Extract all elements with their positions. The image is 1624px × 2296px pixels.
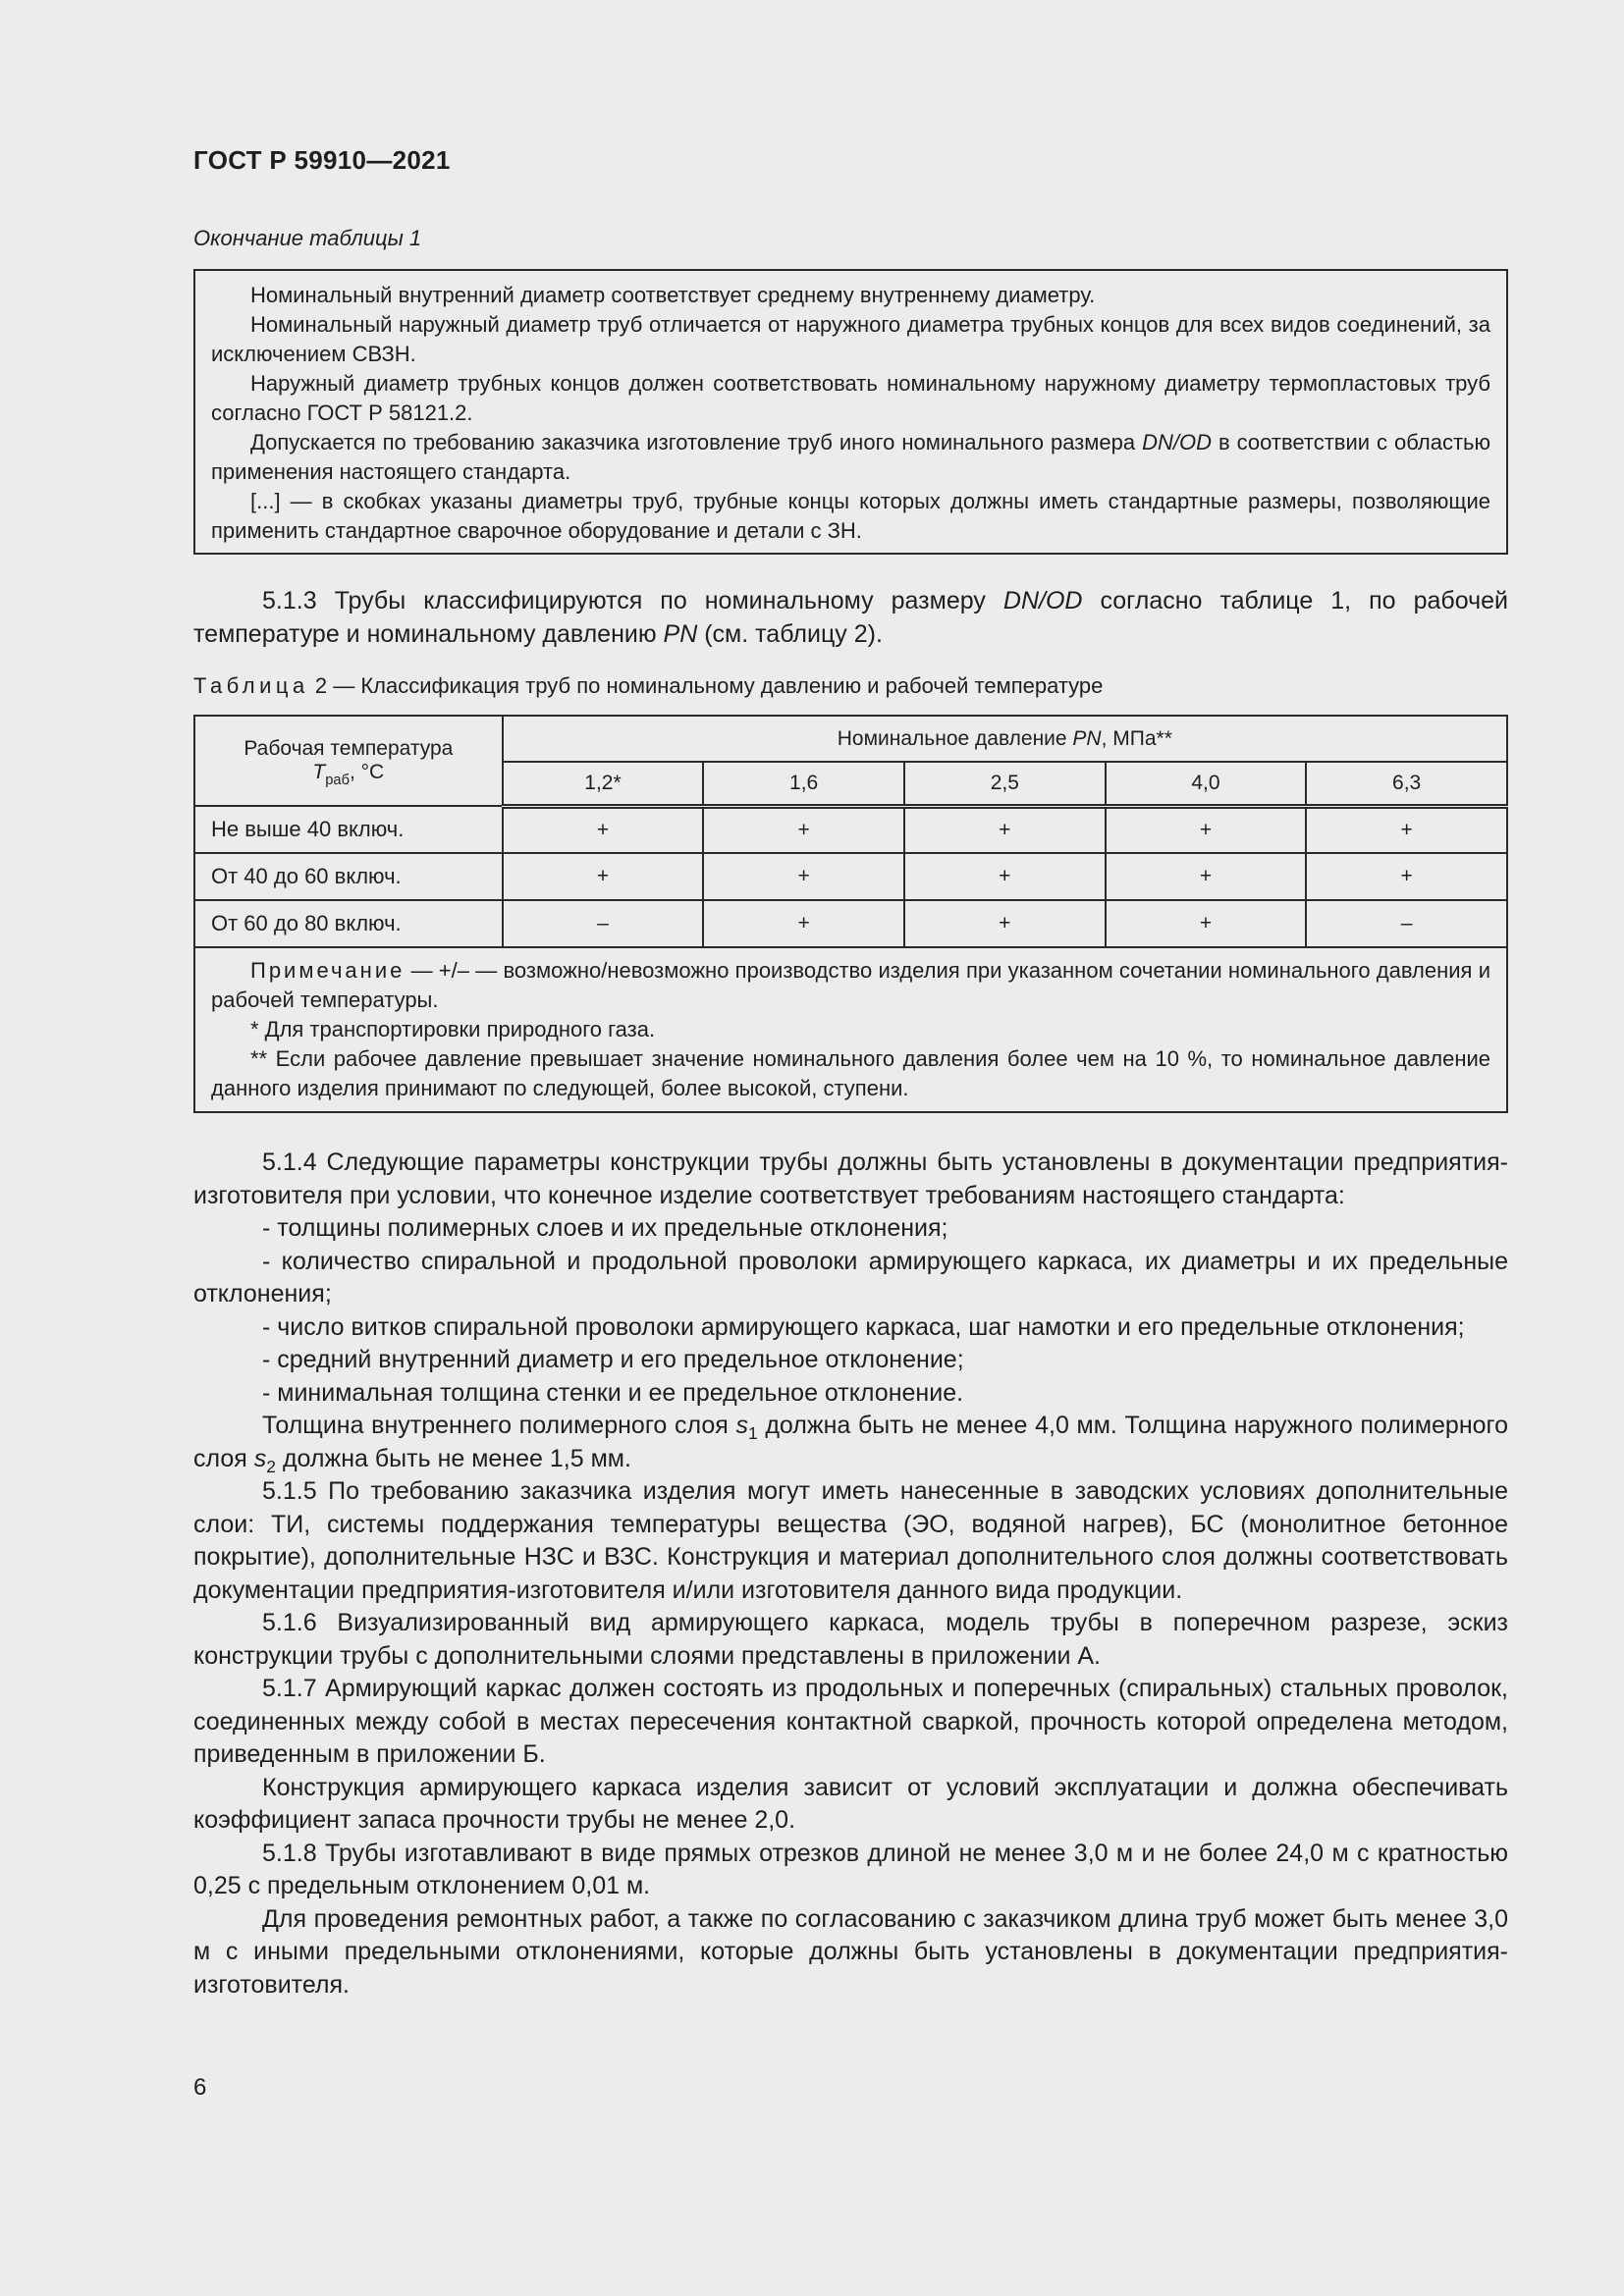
pressure-value: 1,2* — [503, 762, 704, 806]
paragraph-5-1-7: 5.1.7 Армирующий каркас должен состоять из продольных и поперечных (спиральных) стальных проволок, соединенных между собой в местах пересечения контактной сваркой, прочность которой определена методом, приведенным в приложении Б. — [193, 1675, 1508, 1768]
table-row: От 60 до 80 включ. – + + + – — [194, 900, 1507, 947]
note-line: Номинальный внутренний диаметр соответствует среднему внутреннему диаметру. — [250, 283, 1096, 307]
main-body-text — [193, 1147, 1508, 2002]
paragraph-5-1-8: 5.1.8 Трубы изготавливают в виде прямых отрезков длиной не менее 3,0 м и не более 24,0 м с кратностью 0,25 с предельным отклонением 0,01 м. — [193, 1839, 1508, 1899]
paragraph-5-1-3: 5.1.3 Трубы классифицируются по номинальному размеру DN/OD согласно таблице 1, по рабочей температуре и номинальному давлению PN (см. таблицу 2). — [193, 587, 1508, 648]
table2-caption: Таблица 2 — Классификация труб по номинальному давлению и рабочей температуре — [193, 673, 1104, 698]
pressure-value: 4,0 — [1106, 762, 1307, 806]
list-item: - толщины полимерных слоев и их предельные отклонения; — [262, 1214, 948, 1242]
thickness-paragraph: Толщина внутреннего полимерного слоя $s_1$ должна быть не менее 4,0 мм. Толщина наружного полимерного слоя $s_2$ должна быть не менее 1,5 мм. — [193, 1412, 1509, 1476]
paragraph-5-1-4: 5.1.4 Следующие параметры конструкции трубы должны быть установлены в документации предприятия-изготовителя при условии, что конечное изделие соответствует требованиям настоящего стандарта: — [193, 1148, 1508, 1209]
temperature-header: Рабочая температура $T_{раб}$, °С — [194, 716, 503, 806]
list-item: - число витков спиральной проволоки армирующего каркаса, шаг намотки и его предельные отклонения; — [262, 1312, 1465, 1341]
document-code-header: ГОСТ Р 59910—2021 — [193, 145, 451, 175]
pressure-value: 1,6 — [703, 762, 904, 806]
paragraph-5-1-6: 5.1.6 Визуализированный вид армирующего каркаса, модель трубы в поперечном разрезе, эскиз конструкции трубы с дополнительными слоями представлены в приложении А. — [193, 1609, 1508, 1670]
list-item: - средний внутренний диаметр и его предельное отклонение; — [262, 1346, 964, 1373]
pressure-value: 2,5 — [904, 762, 1106, 806]
table1-notes-box — [193, 269, 1508, 555]
table-row: Не выше 40 включ. + + + + + — [194, 806, 1507, 853]
note-line: [...] — в скобках указаны диаметры труб, трубные концы которых должны иметь стандартные размеры, позволяющие применить стандартное сварочное оборудование и детали с ЗН. — [211, 489, 1490, 543]
pressure-temperature-table — [193, 715, 1508, 1113]
note-line: Номинальный наружный диаметр труб отличается от наружного диаметра трубных концов для всех видов соединений, за исключением СВЗН. — [211, 312, 1490, 366]
paragraph-5-1-7-b: Конструкция армирующего каркаса изделия зависит от условий эксплуатации и должна обеспечивать коэффициент запаса прочности трубы не менее 2,0. — [193, 1773, 1508, 1834]
pressure-value: 6,3 — [1306, 762, 1507, 806]
note-line: Наружный диаметр трубных концов должен соответствовать номинальному наружному диаметру термопластовых труб согласно ГОСТ Р 58121.2. — [211, 371, 1490, 425]
pressure-header: Номинальное давление PN, МПа** — [503, 716, 1507, 762]
paragraph-5-1-5: 5.1.5 По требованию заказчика изделия могут иметь нанесенные в заводских условиях дополнительные слои: ТИ, системы поддержания температуры вещества (ЭО, водяной нагрев), БС (монолитное бетонное покрытие), дополнительные НЗС и ВЗС. Конструкция и материал дополнительного слоя должны соответствовать документации предприятия-изготовителя и/или изготовителя данного вида продукции. — [193, 1477, 1508, 1604]
table-row: От 40 до 60 включ. + + + + + — [194, 853, 1507, 900]
table-continuation-caption: Окончание таблицы 1 — [193, 226, 422, 250]
table2-note: Примечание — +/– — возможно/невозможно производство изделия при указанном сочетании номинального давления и рабочей температуры. * Для транспортировки природного газа. ** Если рабочее давление превышает значение номинального давления более чем на 10 %, то номинальное давление данного изделия принимают по следующей, более высокой, ступени. — [194, 947, 1507, 1112]
list-item: - количество спиральной и продольной проволоки армирующего каркаса, их диаметры и их предельные отклонения; — [193, 1247, 1508, 1308]
list-item: - минимальная толщина стенки и ее предельное отклонение. — [262, 1378, 964, 1407]
paragraph-5-1-8-b: Для проведения ремонтных работ, а также по согласованию с заказчиком длина труб может быть менее 3,0 м с иными предельными отклонениями, которые должны быть установлены в документации предприятия-изготовителя. — [193, 1904, 1508, 1999]
note-line: Допускается по требованию заказчика изготовление труб иного номинального размера DN/OD в соответствии с областью применения настоящего стандарта. — [211, 430, 1490, 484]
page-number: 6 — [193, 2074, 207, 2101]
